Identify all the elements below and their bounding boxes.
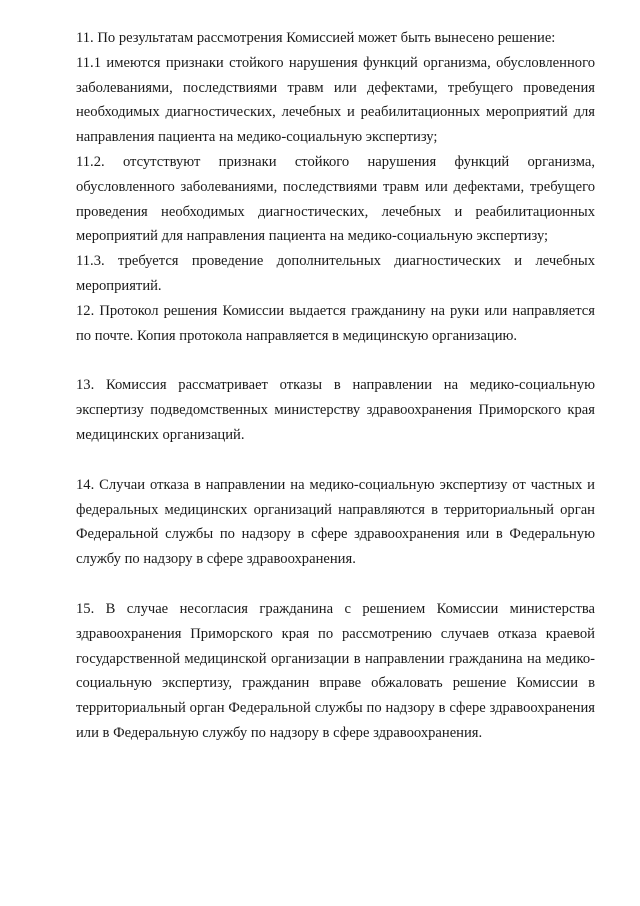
paragraph-12: 12. Протокол решения Комиссии выдается гражданину на руки или направляется по почте. Копия протокола направляется в медицинскую организацию. — [76, 302, 595, 344]
paragraph-15: 15. В случае несогласия гражданина с решением Комиссии министерства здравоохранения Приморского края по рассмотрению случаев отказа краевой государственной медицинской организации в направлении гражданина на медико-социальную экспертизу, гражданин вправе обжаловать решение Комиссии в территориальный орган Федеральной службы по надзору в сфере здравоохранения или в Федеральную службу по надзору в сфере здравоохранения. — [76, 600, 595, 741]
paragraph-14: 14. Случаи отказа в направлении на медико-социальную экспертизу от частных и федеральных медицинских организаций направляются в территориальный орган Федеральной службы по надзору в сфере здравоохранения или в Федеральную службу по надзору в сфере здравоохранения. — [76, 476, 595, 568]
paragraph-11: 11. По результатам рассмотрения Комиссией может быть вынесено решение: — [76, 30, 556, 46]
document-page — [76, 26, 595, 746]
paragraph-11-2: 11.2. отсутствуют признаки стойкого нарушения функций организма, обусловленного заболеваниями, последствиями травм или дефектами, требущего проведения необходимых диагностических, лечебных и реабилитационных мероприятий для направления пациента на медико-социальную экспертизу; — [76, 153, 595, 245]
paragraph-11-1: 11.1 имеются признаки стойкого нарушения функций организма, обусловленного заболеваниями, последствиями травм или дефектами, требущего проведения необходимых диагностических, лечебных и реабилитационных мероприятий для направления пациента на медико-социальную экспертизу; — [76, 54, 595, 146]
paragraph-13: 13. Комиссия рассматривает отказы в направлении на медико-социальную экспертизу подведомственных министерству здравоохранения Приморского края медицинских организаций. — [76, 377, 595, 443]
paragraph-11-3: 11.3. требуется проведение дополнительных диагностических и лечебных мероприятий. — [76, 253, 595, 294]
